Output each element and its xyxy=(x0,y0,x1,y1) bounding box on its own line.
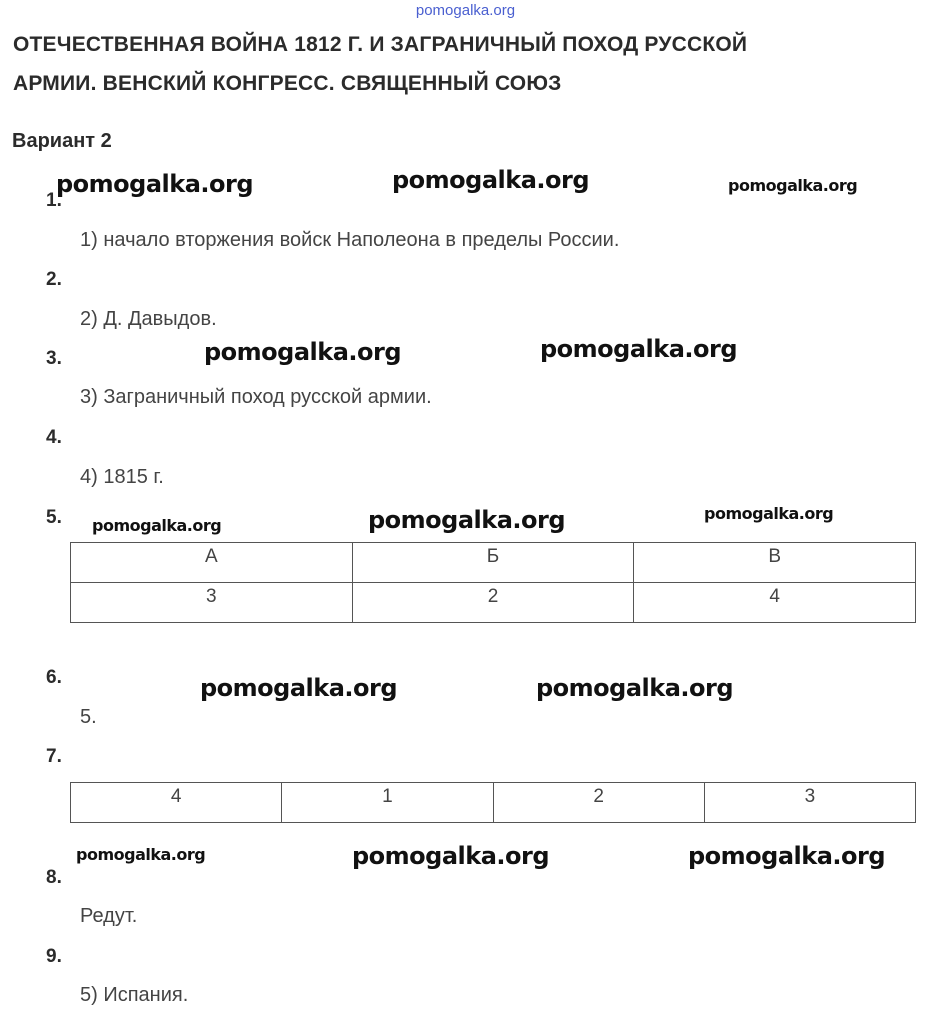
table5-header-v: В xyxy=(634,543,916,583)
answer-2: 2) Д. Давыдов. xyxy=(80,308,217,330)
table5-value-b: 2 xyxy=(352,583,634,623)
table7-cell-3: 2 xyxy=(493,783,704,823)
question-number-8: 8. xyxy=(46,867,62,888)
watermark: pomogalka.org xyxy=(200,674,398,702)
variant-heading: Вариант 2 xyxy=(12,130,112,152)
table7-cell-1: 4 xyxy=(71,783,282,823)
table7-cell-2: 1 xyxy=(282,783,493,823)
watermark: pomogalka.org xyxy=(688,842,886,870)
watermark: pomogalka.org xyxy=(76,845,206,864)
watermark: pomogalka.org xyxy=(704,504,834,523)
watermark: pomogalka.org xyxy=(540,335,738,363)
watermark: pomogalka.org xyxy=(352,842,550,870)
table5-value-v: 4 xyxy=(634,583,916,623)
answer-6: 5. xyxy=(80,706,97,728)
table7-cell-4: 3 xyxy=(704,783,915,823)
watermark: pomogalka.org xyxy=(536,674,734,702)
answer-8: Редут. xyxy=(80,905,138,927)
answer-1: 1) начало вторжения войск Наполеона в пределы России. xyxy=(80,229,620,251)
answer-table-7 xyxy=(70,782,916,823)
page-title-line-2: АРМИИ. ВЕНСКИЙ КОНГРЕСС. СВЯЩЕННЫЙ СОЮЗ xyxy=(13,72,562,95)
answer-4: 4) 1815 г. xyxy=(80,466,164,488)
watermark: pomogalka.org xyxy=(92,516,222,535)
watermark: pomogalka.org xyxy=(368,506,566,534)
answer-3: 3) Заграничный поход русской армии. xyxy=(80,386,432,408)
watermark: pomogalka.org xyxy=(56,170,254,198)
page-title-line-1: ОТЕЧЕСТВЕННАЯ ВОЙНА 1812 Г. И ЗАГРАНИЧНЫЙ ПОХОД РУССКОЙ xyxy=(13,33,748,56)
table5-header-b: Б xyxy=(352,543,634,583)
answer-9: 5) Испания. xyxy=(80,984,189,1006)
top-watermark: pomogalka.org xyxy=(415,2,516,19)
watermark: pomogalka.org xyxy=(392,166,590,194)
question-number-5: 5. xyxy=(46,507,62,528)
table5-header-a: А xyxy=(71,543,353,583)
question-number-4: 4. xyxy=(46,427,62,448)
question-number-3: 3. xyxy=(46,348,62,369)
question-number-2: 2. xyxy=(46,269,62,290)
watermark: pomogalka.org xyxy=(204,338,402,366)
question-number-7: 7. xyxy=(46,746,62,767)
answer-table-5 xyxy=(70,542,916,623)
watermark: pomogalka.org xyxy=(728,176,858,195)
table5-value-a: 3 xyxy=(71,583,353,623)
question-number-9: 9. xyxy=(46,946,62,967)
question-number-1: 1. xyxy=(46,190,62,211)
question-number-6: 6. xyxy=(46,667,62,688)
